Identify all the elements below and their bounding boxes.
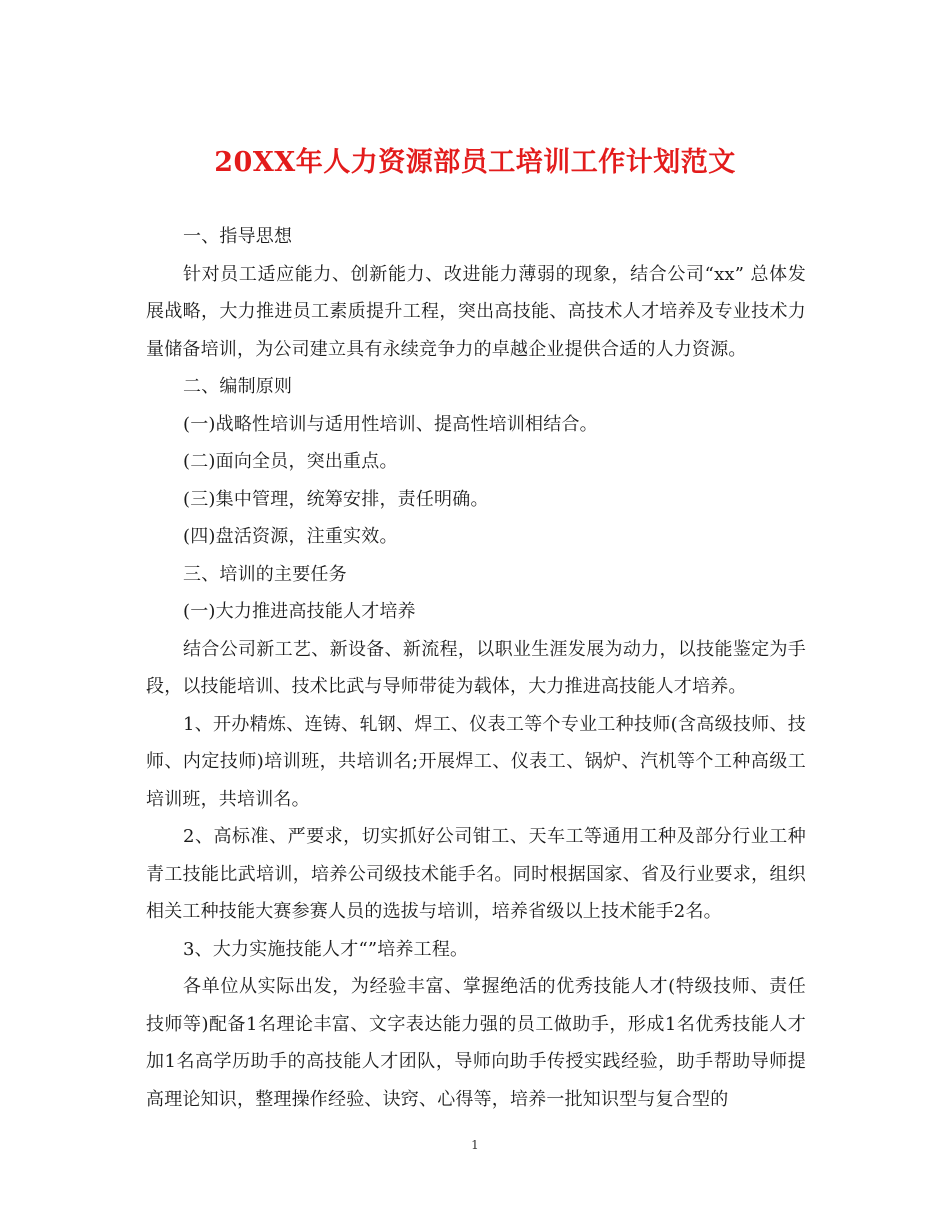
- paragraph-guiding-ideology: 针对员工适应能力、创新能力、改进能力薄弱的现象，结合公司“xx” 总体发展战略，大力推进员工素质提升工程，突出高技能、高技术人才培养及专业技术力量储备培训，为公司建立具有永续竞争力的卓越企业提供合适的人力资源。: [146, 263, 806, 360]
- document-title: 20XX年人力资源部员工培训工作计划范文: [214, 147, 736, 178]
- heading-main-tasks: 三、培训的主要任务: [183, 563, 347, 585]
- task-item-1: 1、开办精炼、连铸、轧钢、焊工、仪表工等个专业工种技师(含高级技师、技师、内定技师)培训班，共培训名;开展焊工、仪表工、锅炉、汽机等个工种高级工培训班，共培训名。: [146, 713, 806, 810]
- page-number: 1: [471, 1138, 479, 1152]
- principle-item-2: (二)面向全员，突出重点。: [183, 451, 398, 472]
- task-item-3: 3、大力实施技能人才“”培养工程。: [183, 938, 469, 960]
- paragraph-high-skill-talent: 结合公司新工艺、新设备、新流程，以职业生涯发展为动力，以技能鉴定为手段，以技能培训、技术比武与导师带徒为载体，大力推进高技能人才培养。: [146, 638, 806, 697]
- heading-principles: 二、编制原则: [183, 376, 293, 397]
- task-item-2: 2、高标准、严要求，切实抓好公司钳工、天车工等通用工种及部分行业工种青工技能比武培训，培养公司级技术能手名。同时根据国家、省及行业要求，组织相关工种技能大赛参赛人员的选拔与培训，培养省级以上技术能手2名。: [146, 826, 806, 922]
- heading-guiding-ideology: 一、指导思想: [183, 226, 293, 247]
- principle-item-3: (三)集中管理，统筹安排，责任明确。: [183, 488, 489, 510]
- document-body: [146, 218, 806, 1118]
- paragraph-mentorship: 各单位从实际出发，为经验丰富、掌握绝活的优秀技能人才(特级技师、责任技师等)配备1名理论丰富、文字表达能力强的员工做助手，形成1名优秀技能人才加1名高学历助手的高技能人才团队，导师向助手传授实践经验，助手帮助导师提高理论知识，整理操作经验、诀窍、心得等，培养一批知识型与复合型的: [146, 976, 806, 1110]
- principle-item-4: (四)盘活资源，注重实效。: [183, 526, 398, 547]
- subheading-high-skill-talent: (一)大力推进高技能人才培养: [183, 601, 416, 622]
- principle-item-1: (一)战略性培训与适用性培训、提高性培训相结合。: [183, 413, 598, 435]
